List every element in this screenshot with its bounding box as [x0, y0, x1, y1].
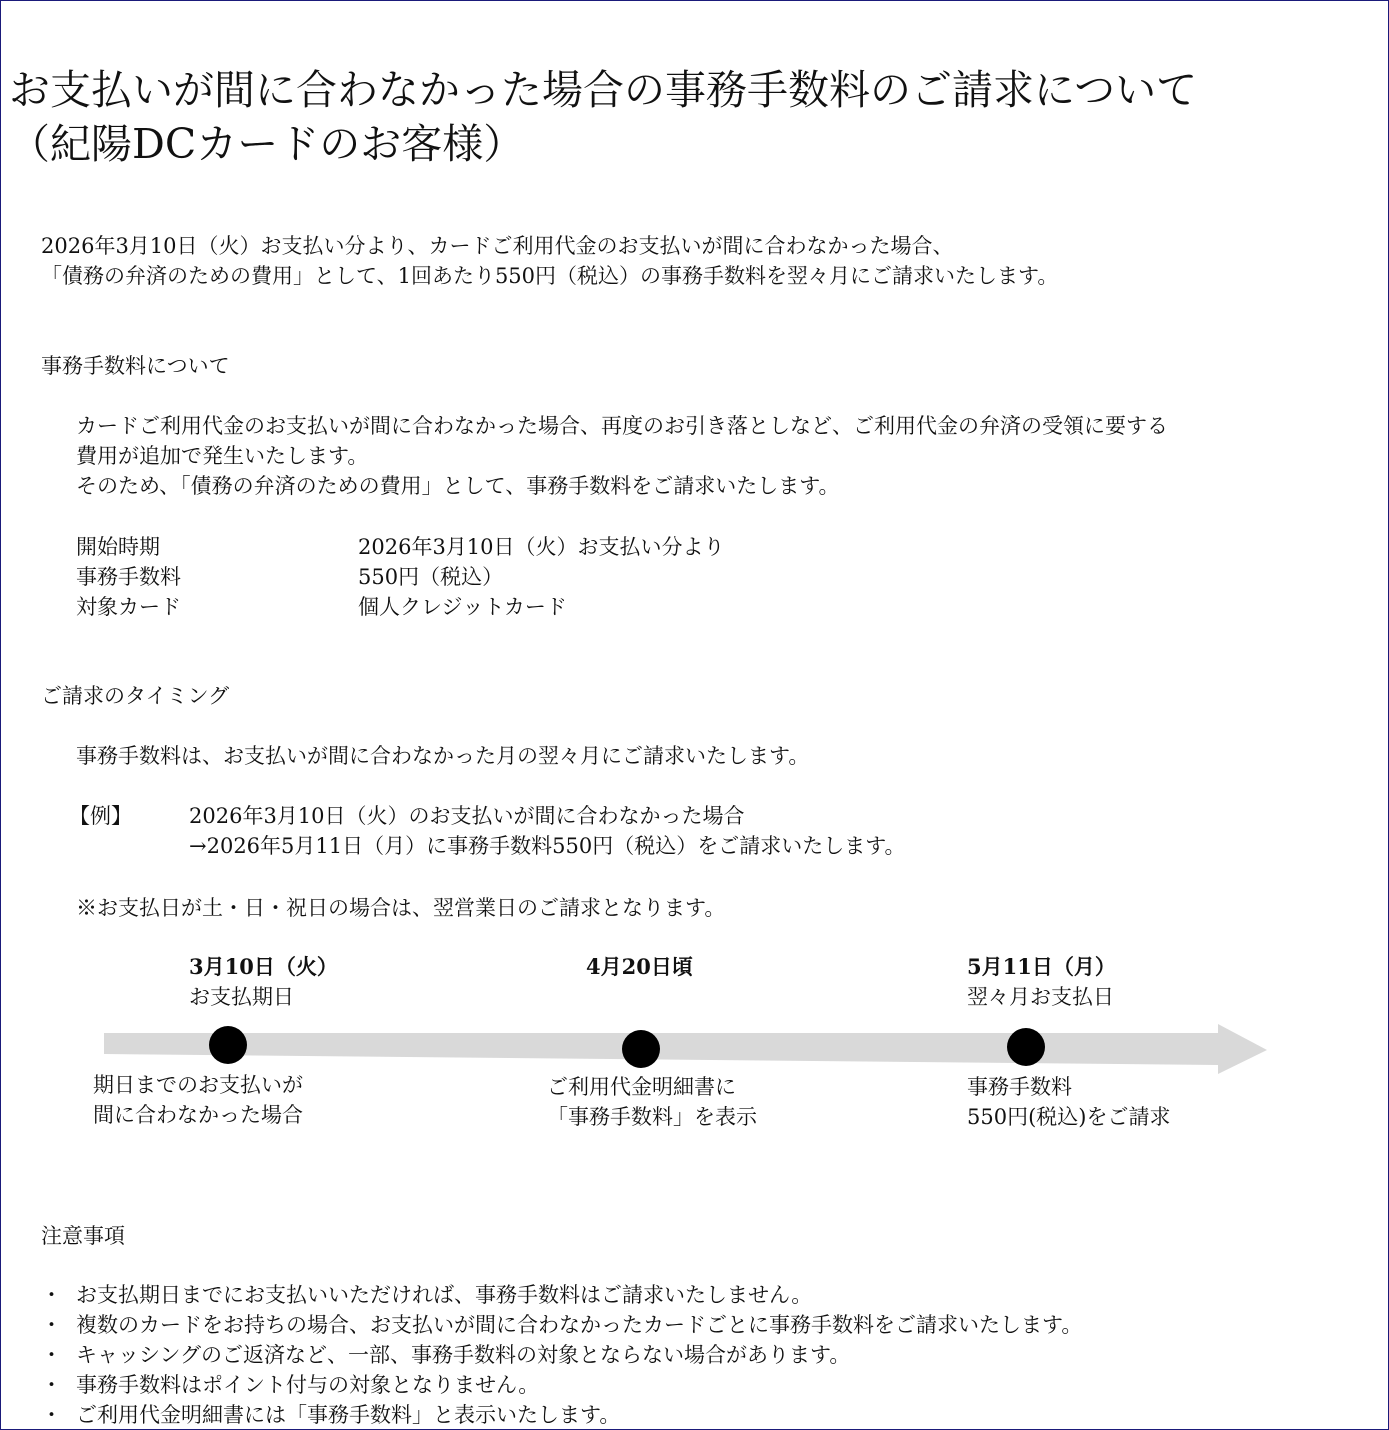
intro-line: 「債務の弁済のための費用」として、1回あたり550円（税込）の事務手数料を翌々月にご請求いたします。 — [41, 264, 1059, 288]
fee-details-labels — [76, 532, 181, 622]
detail-value-fee: 550円（税込） — [358, 565, 504, 589]
note-text: お支払期日までにお支払いいただければ、事務手数料はご請求いたしません。 — [76, 1283, 813, 1307]
example-line: →2026年5月11日（月）に事務手数料550円（税込）をご請求いたします。 — [189, 834, 906, 858]
list-item — [41, 1340, 1082, 1370]
note-text: 複数のカードをお持ちの場合、お支払いが間に合わなかったカードごとに事務手数料をご請求いたします。 — [76, 1313, 1083, 1337]
timeline-caption-line: 期日までのお支払いが — [93, 1073, 303, 1097]
timeline-date-2: 4月20日頃 — [586, 954, 693, 979]
fee-body-line: そのため、「債務の弁済のための費用」として、事務手数料をご請求いたします。 — [76, 474, 840, 498]
timeline-caption-line: 事務手数料 — [967, 1075, 1072, 1099]
timeline-caption-2 — [547, 1072, 757, 1132]
notes-list — [41, 1280, 1082, 1430]
page-title — [9, 63, 1197, 171]
timeline-caption-line: ご利用代金明細書に — [547, 1075, 736, 1099]
timeline-caption-1 — [93, 1070, 303, 1130]
bullet-marker: ・ — [41, 1313, 62, 1337]
example-line: 2026年3月10日（火）のお支払いが間に合わなかった場合 — [189, 804, 745, 828]
detail-label-card: 対象カード — [76, 595, 181, 619]
fee-body-line: カードご利用代金のお支払いが間に合わなかった場合、再度のお引き落としなど、ご利用代金の弁済の受領に要する — [76, 414, 1168, 438]
timeline-marker-2 — [622, 1030, 660, 1068]
detail-value-card: 個人クレジットカード — [358, 595, 567, 619]
timeline-date-3: 5月11日（月） — [967, 954, 1116, 979]
fee-details-values — [358, 532, 725, 622]
note-text: ご利用代金明細書には「事務手数料」と表示いたします。 — [76, 1403, 621, 1427]
holiday-note: ※お支払日が土・日・祝日の場合は、翌営業日のご請求となります。 — [76, 896, 726, 920]
timeline-caption-3 — [967, 1072, 1170, 1132]
note-text: キャッシングのご返済など、一部、事務手数料の対象とならない場合があります。 — [76, 1343, 851, 1367]
example-label: 【例】 — [69, 804, 132, 828]
fee-section-heading: 事務手数料について — [41, 354, 230, 378]
list-item — [41, 1310, 1082, 1340]
detail-label-fee: 事務手数料 — [76, 565, 181, 589]
timeline-date-1: 3月10日（火） — [189, 954, 338, 979]
timeline-caption-line: 550円(税込)をご請求 — [967, 1105, 1171, 1129]
intro-line: 2026年3月10日（火）お支払い分より、カードご利用代金のお支払いが間に合わなかった場合、 — [41, 234, 954, 258]
fee-section-body — [76, 411, 1168, 501]
bullet-marker: ・ — [41, 1283, 62, 1307]
detail-value-start: 2026年3月10日（火）お支払い分より — [358, 535, 725, 559]
page-title-line-1: お支払いが間に合わなかった場合の事務手数料のご請求について — [9, 66, 1198, 114]
timeline-arrow-shape — [104, 1024, 1267, 1074]
page-title-line-2: （紀陽DCカードのお客様） — [9, 120, 525, 168]
list-item — [41, 1370, 1082, 1400]
timing-section-body: 事務手数料は、お支払いが間に合わなかった月の翌々月にご請求いたします。 — [76, 744, 810, 768]
bullet-marker: ・ — [41, 1373, 62, 1397]
timing-section-heading: ご請求のタイミング — [41, 684, 230, 708]
list-item — [41, 1400, 1082, 1430]
fee-body-line: 費用が追加で発生いたします。 — [76, 444, 369, 468]
timeline-marker-1 — [209, 1026, 247, 1064]
timeline-sub-3: 翌々月お支払日 — [967, 985, 1114, 1009]
timeline-caption-line: 「事務手数料」を表示 — [547, 1105, 757, 1129]
intro-paragraph — [41, 231, 1058, 291]
timeline-marker-3 — [1007, 1028, 1045, 1066]
timeline-caption-line: 間に合わなかった場合 — [93, 1103, 303, 1127]
example-text — [189, 801, 906, 861]
note-text: 事務手数料はポイント付与の対象となりません。 — [76, 1373, 540, 1397]
list-item — [41, 1280, 1082, 1310]
notes-section-heading: 注意事項 — [41, 1224, 125, 1248]
bullet-marker: ・ — [41, 1343, 62, 1367]
detail-label-start: 開始時期 — [76, 535, 160, 559]
timeline-sub-1: お支払期日 — [189, 985, 294, 1009]
bullet-marker: ・ — [41, 1403, 62, 1427]
